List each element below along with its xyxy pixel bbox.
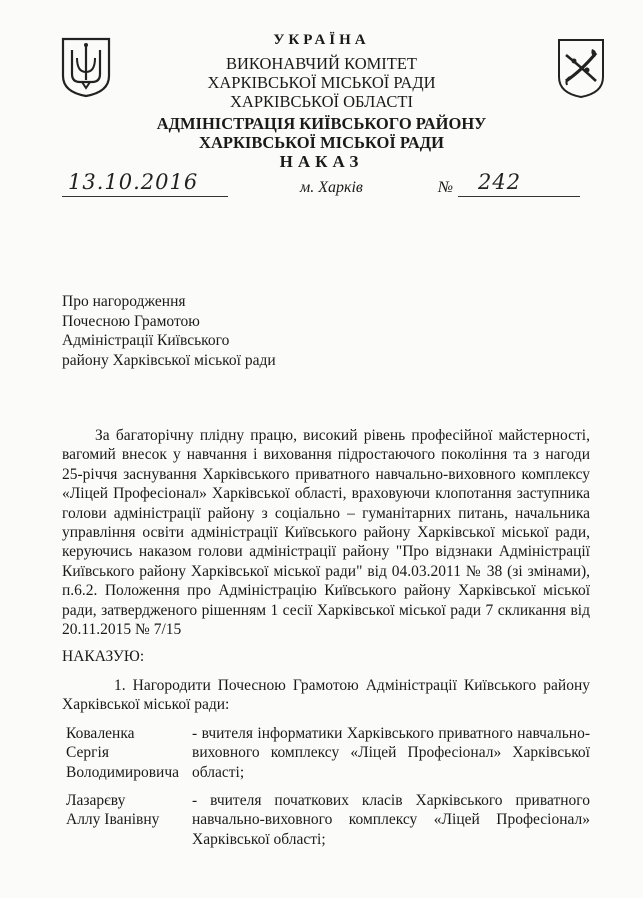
- country-title: УКРАЇНА: [273, 32, 370, 48]
- awardee-1-surname: Коваленка: [66, 725, 135, 742]
- order-date-handwritten: 13.10.2016: [68, 170, 199, 194]
- awardee-1-description: - вчителя інформатики Харківського приватного навчально-виховного комплексу «Ліцей Професіонал» Харківської області;: [192, 725, 590, 781]
- committee-line-3: ХАРКІВСЬКОЇ ОБЛАСТІ: [230, 92, 413, 111]
- order-place: м. Харків: [300, 179, 363, 196]
- committee-line-2: ХАРКІВСЬКОЇ МІСЬКОЇ РАДИ: [207, 73, 436, 92]
- awardee-1-name: [66, 724, 179, 782]
- justification-paragraph: За багаторічну плідну працю, високий рівень професійної майстерності, вагомий внесок у навчання і виховання підростаючого покоління та з нагоди 25-річчя заснування Харківського приватного навчально-виховного комплексу «Ліцей Професіонал» Харківської області, враховуючи клопотання заступника голови адміністрації району з соціально – гуманітарних питань, начальника управління освіти адміністрації Київського району Харківської міської ради, керуючись наказом голови адміністрації району "Про відзнаки Адміністрації Київського району Харківської міської ради" від 04.03.2011 № 38 (зі змінами), п.6.2. Положення про Адміністрацію Київського району Харківської міської ради, затвердженого рішенням 1 сесії Харківської міської ради 7 скликання від 20.11.2015 № 7/15: [62, 427, 590, 639]
- order-number-handwritten: 242: [478, 170, 522, 194]
- subject-line-4: району Харківської міської ради: [62, 351, 276, 369]
- order-heading: НАКАЗУЮ:: [62, 648, 145, 665]
- subject-line-3: Адміністрації Київського: [62, 332, 230, 349]
- number-underline: [458, 196, 580, 197]
- date-underline: [62, 196, 228, 197]
- awardee-2-given-names: Аллу Іванівну: [66, 811, 160, 829]
- awardee-2-name: [66, 791, 159, 830]
- administration-line-2: ХАРКІВСЬКОЇ МІСЬКОЇ РАДИ: [199, 133, 444, 152]
- number-sign: №: [438, 179, 454, 196]
- awardee-2-description: - вчителя початкових класів Харківського приватного навчально-виховного комплексу «Ліцей Професіонал» Харківської області;: [192, 792, 590, 848]
- order-item-1: 1. Нагородити Почесною Грамотою Адміністрації Київського району Харківської міської ради:: [62, 677, 590, 714]
- administration-line-1: АДМІНІСТРАЦІЯ КИЇВСЬКОГО РАЙОНУ: [156, 114, 487, 133]
- awardee-1-first-name: Сергія: [66, 744, 109, 762]
- subject-line-2: Почесною Грамотою: [62, 312, 200, 330]
- awardee-1-patronymic: Володимировича: [66, 763, 179, 781]
- order-subject: [62, 292, 276, 370]
- committee-line-1: ВИКОНАВЧИЙ КОМІТЕТ: [225, 54, 418, 73]
- awardee-2-surname: Лазарєву: [66, 792, 126, 809]
- subject-line-1: Про нагородження: [62, 293, 186, 310]
- document-type: НАКАЗ: [279, 152, 364, 171]
